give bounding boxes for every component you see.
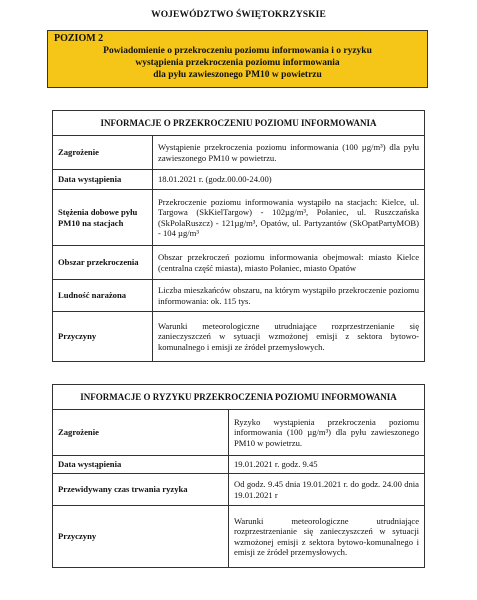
table-row	[53, 170, 425, 190]
table-row	[53, 312, 425, 362]
banner-line-2: wystąpienia przekroczenia poziomu informowania	[135, 58, 340, 68]
row-value-causes: Warunki meteorologiczne utrudniające rozprzestrzenianie się zanieczyszczeń w sytuacji wzmożonej emisji z sektora bytowo-komunalnego i emisji ze źródeł przemysłowych.	[153, 312, 425, 362]
level-banner	[47, 30, 428, 88]
row-value-threat: Ryzyko wystąpienia przekroczenia poziomu informowania (100 µg/m³) dla pyłu zawieszonego PM10 w powietrzu.	[229, 410, 425, 456]
table-row	[53, 136, 425, 170]
table-title: INFORMACJE O PRZEKROCZENIU POZIOMU INFORMOWANIA	[53, 111, 425, 136]
row-value-threat: Wystąpienie przekroczenia poziomu informowania (100 µg/m³) dla pyłu zawieszonego PM10 w powietrzu.	[153, 136, 425, 170]
table-row	[53, 246, 425, 280]
table-title: INFORMACJE O RYZYKU PRZEKROCZENIA POZIOMU INFORMOWANIA	[53, 385, 425, 410]
row-label-threat: Zagrożenie	[53, 136, 153, 170]
row-label-concentrations: Stężenia dobowe pyłu PM10 na stacjach	[53, 190, 153, 246]
exceedance-info-table	[52, 110, 425, 362]
row-value-date: 18.01.2021 r. (godz.00.00-24.00)	[153, 170, 425, 190]
row-label-date: Data wystąpienia	[53, 456, 229, 474]
banner-line-3: dla pyłu zawieszonego PM10 w powietrzu	[153, 70, 322, 80]
risk-info-table	[52, 384, 425, 568]
region-heading: WOJEWÓDZTWO ŚWIĘTOKRZYSKIE	[151, 10, 326, 20]
row-value-concentrations: Przekroczenie poziomu informowania wystąpiło na stacjach: Kielce, ul. Targowa (SkKielTargow) - 102µg/m³, Połaniec, ul. Ruszczańska (SkPolaRuszcz) - 121µg/m³, Opatów, ul. Partyzantów (SkOpatPartyMOB) - 104 µg/m³	[153, 190, 425, 246]
row-value-date: 19.01.2021 r. godz. 9.45	[229, 456, 425, 474]
table-row	[53, 410, 425, 456]
row-label-population: Ludność narażona	[53, 280, 153, 312]
row-label-date: Data wystąpienia	[53, 170, 153, 190]
row-label-causes: Przyczyny	[53, 312, 153, 362]
row-label-area: Obszar przekroczenia	[53, 246, 153, 280]
row-value-area: Obszar przekroczeń poziomu informowania obejmował: miasto Kielce (centralna część miasta), miasto Połaniec, miasto Opatów	[153, 246, 425, 280]
level-label: POZIOM 2	[54, 33, 104, 44]
row-label-causes: Przyczyny	[53, 506, 229, 568]
row-value-population: Liczba mieszkańców obszaru, na którym wystąpiło przekroczenie poziomu informowania: ok. 115 tys.	[153, 280, 425, 312]
table-row	[53, 506, 425, 568]
row-value-causes: Warunki meteorologiczne utrudniające rozprzestrzenianie się zanieczyszczeń w sytuacji wzmożonej emisji z sektora bytowo-komunalnego i emisji ze źródeł przemysłowych.	[229, 506, 425, 568]
table-row	[53, 456, 425, 474]
row-value-duration: Od godz. 9.45 dnia 19.01.2021 r. do godz. 24.00 dnia 19.01.2021 r	[229, 474, 425, 506]
table-row	[53, 280, 425, 312]
table-row	[53, 190, 425, 246]
table-row	[53, 474, 425, 506]
banner-line-1: Powiadomienie o przekroczeniu poziomu informowania i o ryzyku	[103, 46, 372, 56]
row-label-threat: Zagrożenie	[53, 410, 229, 456]
table-header-row	[53, 385, 425, 410]
table-header-row	[53, 111, 425, 136]
row-label-duration: Przewidywany czas trwania ryzyka	[53, 474, 229, 506]
